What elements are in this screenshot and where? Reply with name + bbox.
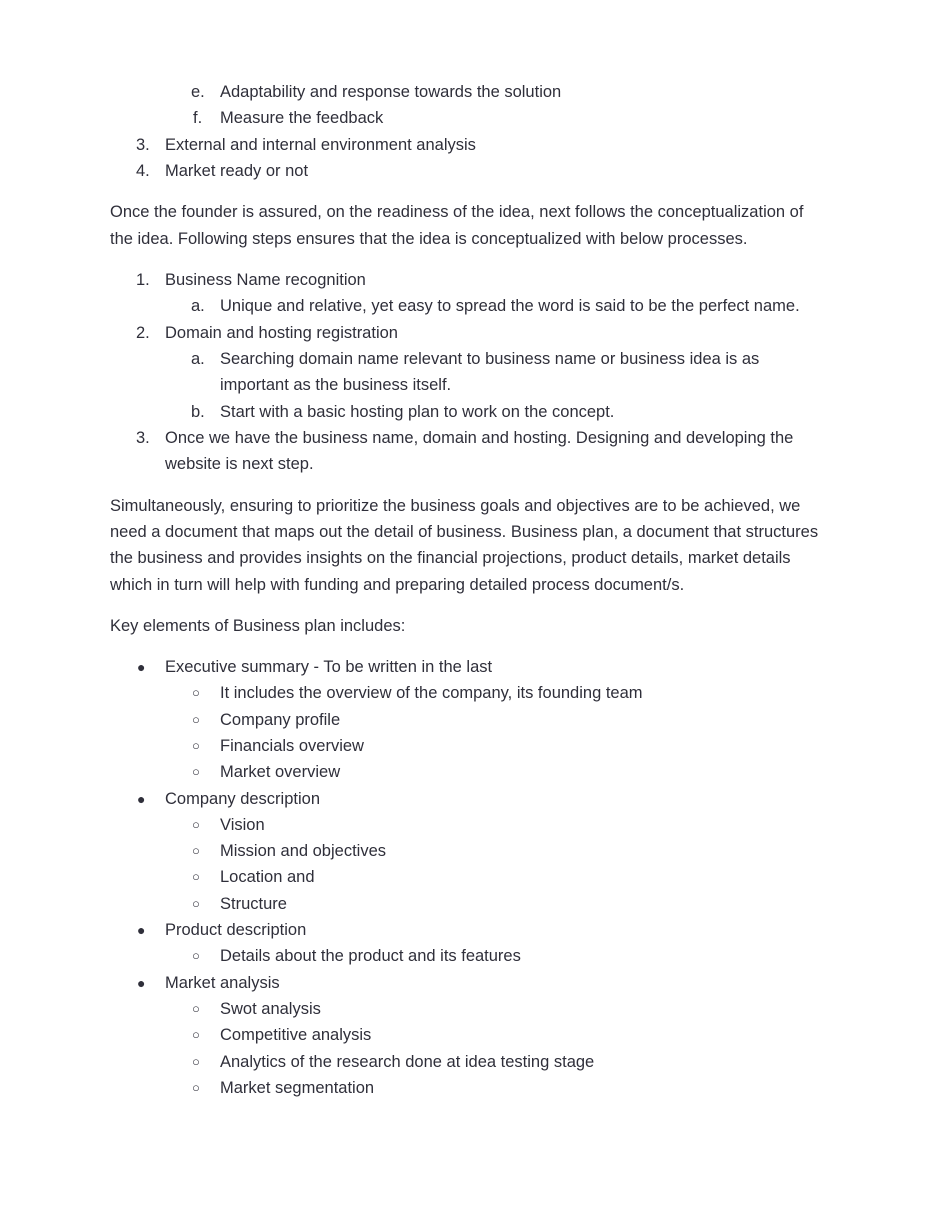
list-item: Structure	[220, 895, 287, 913]
list-marker: a.	[191, 350, 205, 368]
list-item-continuation: important as the business itself.	[220, 376, 452, 394]
circle-bullet-icon: ○	[192, 764, 200, 779]
list-item: Searching domain name relevant to business name or business idea is as	[220, 350, 760, 368]
list-item: Start with a basic hosting plan to work on the concept.	[220, 403, 615, 421]
bullet-icon: ●	[137, 791, 146, 807]
list-marker: 1.	[136, 271, 150, 289]
paragraph-line: Once the founder is assured, on the readiness of the idea, next follows the conceptualization of	[110, 203, 804, 221]
list-item: Measure the feedback	[220, 109, 384, 127]
list-item: Market analysis	[165, 974, 280, 992]
list-item: Domain and hosting registration	[165, 324, 398, 342]
circle-bullet-icon: ○	[192, 948, 200, 963]
bullet-icon: ●	[137, 659, 146, 675]
paragraph-line: Simultaneously, ensuring to prioritize the business goals and objectives are to be achieved, we	[110, 497, 801, 515]
bullet-icon: ●	[137, 975, 146, 991]
list-item: Location and	[220, 868, 315, 886]
paragraph-line: the business and provides insights on the financial projections, product details, market details	[110, 549, 791, 567]
list-item: Vision	[220, 816, 265, 834]
list-item: Swot analysis	[220, 1000, 321, 1018]
list-marker: a.	[191, 297, 205, 315]
circle-bullet-icon: ○	[192, 1080, 200, 1095]
circle-bullet-icon: ○	[192, 869, 200, 884]
list-item-continuation: website is next step.	[165, 455, 314, 473]
list-item: Company profile	[220, 711, 341, 729]
circle-bullet-icon: ○	[192, 712, 200, 727]
list-item: Unique and relative, yet easy to spread the word is said to be the perfect name.	[220, 297, 800, 315]
bullet-icon: ●	[137, 922, 146, 938]
list-marker: e.	[191, 83, 205, 101]
list-item: Executive summary - To be written in the last	[165, 658, 493, 676]
paragraph-line: Key elements of Business plan includes:	[110, 617, 406, 635]
list-item: Mission and objectives	[220, 842, 386, 860]
circle-bullet-icon: ○	[192, 738, 200, 753]
list-item: Market segmentation	[220, 1079, 375, 1097]
list-marker: 4.	[136, 162, 150, 180]
list-marker: f.	[193, 109, 203, 127]
list-item: It includes the overview of the company, its founding team	[220, 684, 643, 702]
circle-bullet-icon: ○	[192, 1001, 200, 1016]
list-item: Analytics of the research done at idea testing stage	[220, 1053, 595, 1071]
paragraph-line: which in turn will help with funding and preparing detailed process document/s.	[110, 576, 685, 594]
list-item: Once we have the business name, domain and hosting. Designing and developing the	[165, 429, 794, 447]
circle-bullet-icon: ○	[192, 817, 200, 832]
list-marker: 3.	[136, 429, 150, 447]
circle-bullet-icon: ○	[192, 685, 200, 700]
list-item: Adaptability and response towards the solution	[220, 83, 562, 101]
list-item: Market overview	[220, 763, 341, 781]
list-marker: 2.	[136, 324, 150, 342]
list-item: Product description	[165, 921, 307, 939]
paragraph-line: need a document that maps out the detail of business. Business plan, a document that structures	[110, 523, 819, 541]
paragraph-line: the idea. Following steps ensures that the idea is conceptualized with below processes.	[110, 230, 748, 248]
circle-bullet-icon: ○	[192, 843, 200, 858]
list-item: Business Name recognition	[165, 271, 366, 289]
list-item: External and internal environment analysis	[165, 136, 476, 154]
list-marker: 3.	[136, 136, 150, 154]
list-item: Details about the product and its features	[220, 947, 521, 965]
list-item: Competitive analysis	[220, 1026, 372, 1044]
list-marker: b.	[191, 403, 205, 421]
circle-bullet-icon: ○	[192, 1027, 200, 1042]
list-item: Market ready or not	[165, 162, 309, 180]
circle-bullet-icon: ○	[192, 896, 200, 911]
list-item: Company description	[165, 790, 320, 808]
list-item: Financials overview	[220, 737, 364, 755]
circle-bullet-icon: ○	[192, 1054, 200, 1069]
